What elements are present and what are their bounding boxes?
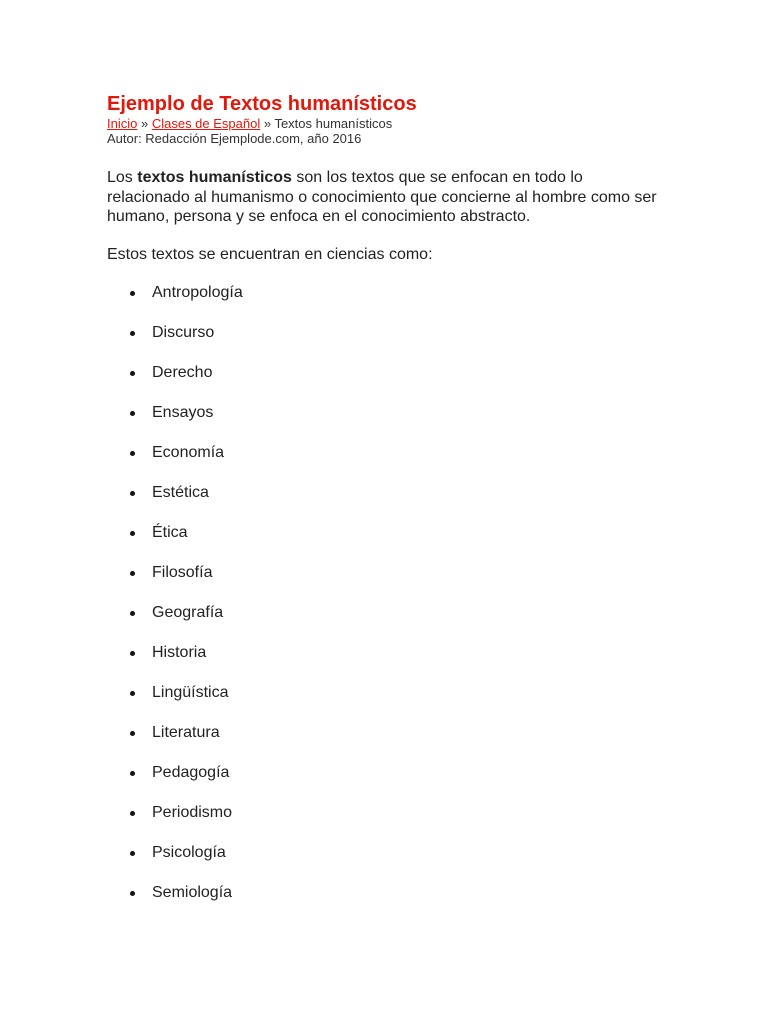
list-item (107, 683, 667, 723)
list-item (107, 323, 667, 363)
topics-list (107, 283, 667, 923)
lead-paragraph: Estos textos se encuentran en ciencias como: (107, 245, 433, 263)
breadcrumb (107, 116, 667, 131)
list-item (107, 483, 667, 523)
bullet-icon (130, 411, 135, 416)
breadcrumb-separator: » (137, 116, 152, 131)
list-item-label: Literatura (152, 724, 220, 741)
bullet-icon (130, 731, 135, 736)
intro-text-start: Los (107, 169, 138, 186)
list-item (107, 723, 667, 763)
article-author: Autor: Redacción Ejemplode.com, año 2016 (107, 131, 362, 146)
intro-bold-term: textos humanísticos (137, 169, 292, 186)
list-item (107, 763, 667, 803)
bullet-icon (130, 891, 135, 896)
list-item (107, 883, 667, 923)
list-item-label: Lingüística (152, 684, 229, 701)
list-item (107, 403, 667, 443)
list-item-label: Discurso (152, 324, 215, 341)
list-item-label: Ética (152, 524, 188, 541)
bullet-icon (130, 851, 135, 856)
list-item-label: Antropología (152, 284, 243, 301)
breadcrumb-current: Textos humanísticos (274, 116, 393, 131)
list-item (107, 843, 667, 883)
article (107, 92, 667, 923)
list-item-label: Ensayos (152, 404, 214, 421)
bullet-icon (130, 691, 135, 696)
breadcrumb-home-link[interactable]: Inicio (107, 116, 138, 131)
bullet-icon (130, 571, 135, 576)
list-item-label: Economía (152, 444, 225, 461)
list-item (107, 283, 667, 323)
list-item-label: Periodismo (152, 804, 233, 821)
intro-paragraph (107, 168, 667, 227)
bullet-icon (130, 491, 135, 496)
bullet-icon (130, 371, 135, 376)
list-item-label: Psicología (152, 844, 226, 861)
list-item (107, 803, 667, 843)
list-item-label: Geografía (152, 604, 224, 621)
breadcrumb-category-link[interactable]: Clases de Español (151, 116, 261, 131)
bullet-icon (130, 291, 135, 296)
list-item (107, 643, 667, 683)
bullet-icon (130, 651, 135, 656)
list-item (107, 563, 667, 603)
list-item (107, 523, 667, 563)
list-item-label: Filosofía (152, 564, 213, 581)
article-title: Ejemplo de Textos humanísticos (107, 93, 417, 115)
breadcrumb-separator: » (260, 116, 275, 131)
bullet-icon (130, 331, 135, 336)
list-item-label: Pedagogía (152, 764, 230, 781)
list-item-label: Derecho (152, 364, 213, 381)
list-item (107, 603, 667, 643)
bullet-icon (130, 611, 135, 616)
intro-text-end: son los textos que se enfocan en todo lo relacionado al humanismo o conocimiento que concierne al hombre como ser humano, persona y se enfoca en el conocimiento abstracto. (107, 169, 657, 225)
bullet-icon (130, 531, 135, 536)
list-item-label: Historia (152, 644, 207, 661)
bullet-icon (130, 771, 135, 776)
list-item-label: Semiología (152, 884, 233, 901)
bullet-icon (130, 811, 135, 816)
list-item (107, 363, 667, 403)
bullet-icon (130, 451, 135, 456)
list-item-label: Estética (152, 484, 209, 501)
list-item (107, 443, 667, 483)
